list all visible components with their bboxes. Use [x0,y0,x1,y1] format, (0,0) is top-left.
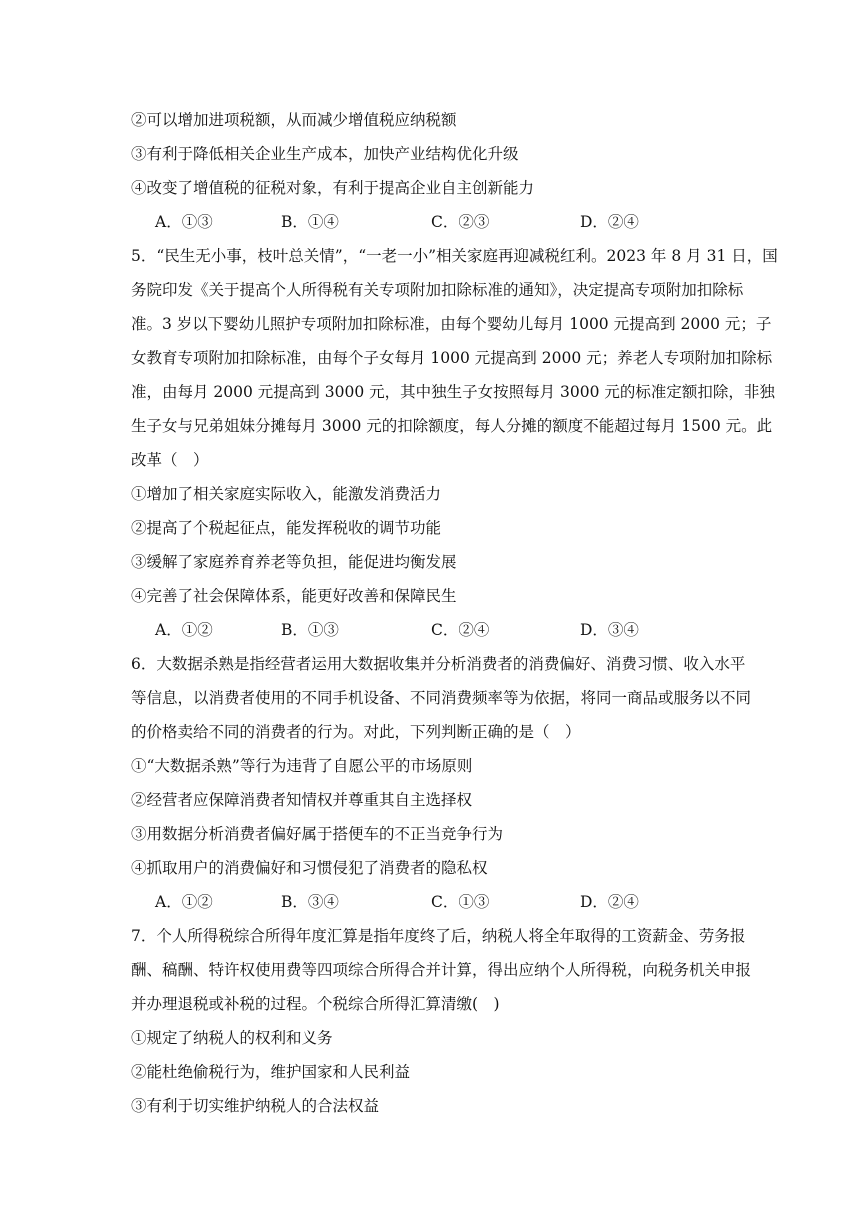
q5-statement-3: ③缓解了家庭养育养老等负担，能促进均衡发展 [131,553,457,571]
q7-stem-line: 酬、稿酬、特许权使用费等四项综合所得合并计算，得出应纳个人所得税，向税务机关申报 [131,961,752,979]
q5-statement-1: ①增加了相关家庭实际收入，能激发消费活力 [131,485,442,503]
q5-stem-line: 5．“民生无小事，枝叶总关情”，“一老一小”相关家庭再迎减税红利。2023 年 8 月 31 日，国 [131,247,778,265]
q5-option-a: A．①② [155,621,213,639]
q5-statement-4: ④完善了社会保障体系，能更好改善和保障民生 [131,587,457,605]
q5-stem-line: 女教育专项附加扣除标准，由每个子女每月 1000 元提高到 2000 元；养老人专项附加扣除标 [131,349,773,367]
q5-stem-line: 务院印发《关于提高个人所得税有关专项附加扣除标准的通知》，决定提高专项附加扣除标 [131,281,744,299]
q5-stem-line: 准。3 岁以下婴幼儿照护专项附加扣除标准，由每个婴幼儿每月 1000 元提高到 2000 元；子 [131,315,772,333]
q4-option-c: C．②③ [431,213,490,231]
q4-option-a: A．①③ [155,213,213,231]
q5-option-b: B．①③ [281,621,339,639]
q4-option-b: B．①④ [281,213,339,231]
q4-statement-3: ③有利于降低相关企业生产成本，加快产业结构优化升级 [131,145,519,163]
q6-option-d: D．②④ [580,893,639,911]
q6-stem-line: 等信息，以消费者使用的不同手机设备、不同消费频率等为依据，将同一商品或服务以不同 [131,689,752,707]
q6-stem-line: 的价格卖给不同的消费者的行为。对此，下列判断正确的是（ ） [131,723,581,741]
q6-statement-3: ③用数据分析消费者偏好属于搭便车的不正当竞争行为 [131,825,504,843]
q4-option-d: D．②④ [580,213,639,231]
q5-option-d: D．③④ [580,621,639,639]
q5-stem-line: 改革（ ） [131,451,209,469]
q7-stem-line: 7．个人所得税综合所得年度汇算是指年度终了后，纳税人将全年取得的工资薪金、劳务报 [131,927,746,945]
q5-stem-line: 准，由每月 2000 元提高到 3000 元，其中独生子女按照每月 3000 元的标准定额扣除，非独 [131,383,775,401]
q4-statement-2: ②可以增加进项税额，从而减少增值税应纳税额 [131,111,457,129]
q6-option-a: A．①② [155,893,213,911]
q6-statement-1: ①“大数据杀熟”等行为违背了自愿公平的市场原则 [131,757,473,775]
q7-stem-line: 并办理退税或补税的过程。个税综合所得汇算清缴( ) [131,995,500,1013]
q6-statement-2: ②经营者应保障消费者知情权并尊重其自主选择权 [131,791,473,809]
q5-statement-2: ②提高了个税起征点，能发挥税收的调节功能 [131,519,442,537]
q6-statement-4: ④抓取用户的消费偏好和习惯侵犯了消费者的隐私权 [131,859,488,877]
q6-option-c: C．①③ [431,893,490,911]
q6-option-b: B．③④ [281,893,339,911]
q7-statement-1: ①规定了纳税人的权利和义务 [131,1029,333,1047]
q7-statement-2: ②能杜绝偷税行为，维护国家和人民利益 [131,1063,411,1081]
q7-statement-3: ③有利于切实维护纳税人的合法权益 [131,1097,380,1115]
q4-statement-4: ④改变了增值税的征税对象，有利于提高企业自主创新能力 [131,179,535,197]
q5-option-c: C．②④ [431,621,490,639]
q5-stem-line: 生子女与兄弟姐妹分摊每月 3000 元的扣除额度，每人分摊的额度不能超过每月 1500 元。此 [131,417,773,435]
q6-stem-line: 6．大数据杀熟是指经营者运用大数据收集并分析消费者的消费偏好、消费习惯、收入水平 [131,655,746,673]
